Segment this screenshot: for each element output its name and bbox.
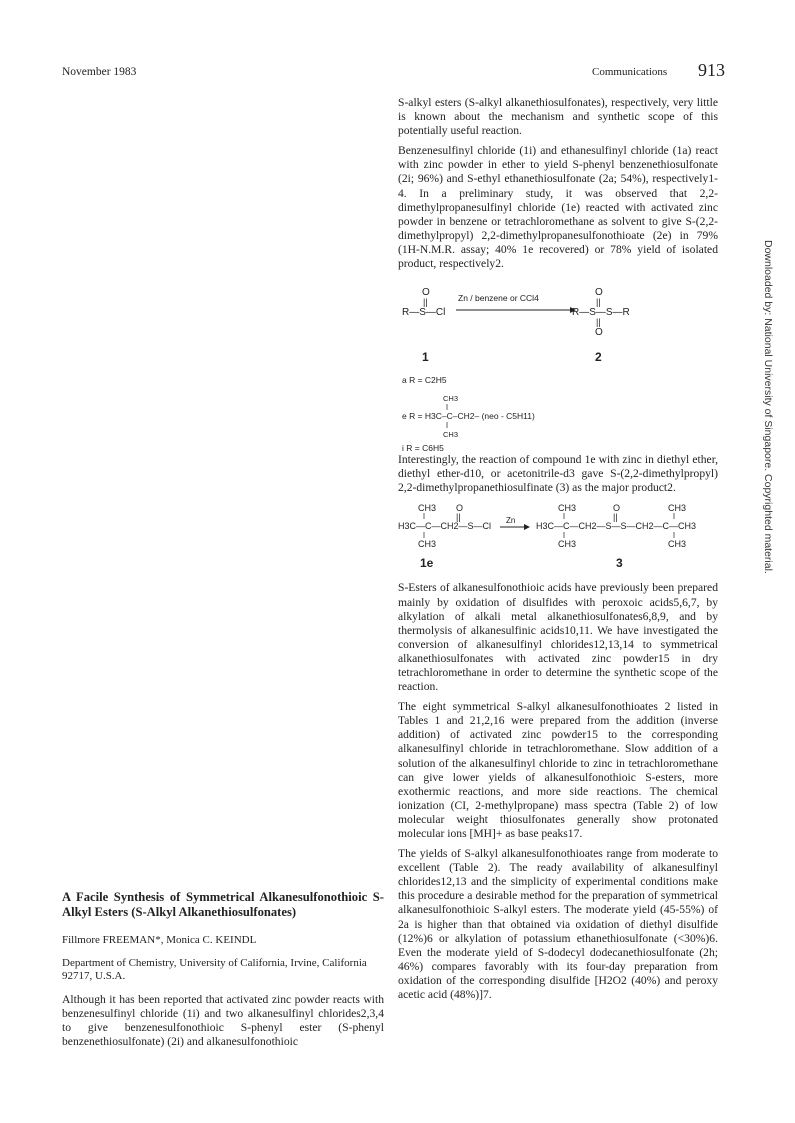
svg-text:O: O (595, 287, 603, 299)
paragraph-4: S-Esters of alkanesulfonothioic acids have previously been prepared mainly by oxidation of disulfides with peroxoic acids5,6,7, by alkylation of alkali metal alkanethiosulfonates6,8,9, and by thermolysis of alkanesulfinic acids10,11. We have investigated the conversion of alkanesulfinyl chlorides12,13,14 to symmetrical alkanethiosulfonates with activated zinc powder15 in dry tetrachloromethane in order to determine the synthetic scope of the reaction. (398, 581, 718, 694)
svg-text:||: || (596, 317, 601, 328)
svg-text:CH3: CH3 (558, 539, 577, 550)
download-watermark: Downloaded by: National University of Singapore. Copyrighted material. (762, 240, 774, 574)
svg-text:CH3: CH3 (418, 539, 437, 550)
substituent-a: a R = C2H5 (402, 375, 447, 386)
svg-text:||: || (613, 512, 618, 523)
svg-text:||: || (596, 297, 601, 308)
svg-text:||: || (456, 512, 461, 523)
svg-text:O: O (422, 287, 430, 299)
right-column (398, 96, 718, 1008)
svg-text:O: O (613, 503, 621, 514)
compound-label-1e: 1e (420, 556, 434, 571)
compound-label-2: 2 (595, 350, 602, 365)
reaction-scheme-2 (398, 501, 718, 581)
compound-label-1: 1 (422, 350, 429, 365)
article-affiliation: Department of Chemistry, University of California, Irvine, California 92717, U.S.A. (62, 956, 367, 982)
reaction-scheme-1 (398, 277, 718, 453)
article-intro: Although it has been reported that activated zinc powder reacts with benzenesulfinyl chloride (1i) and two alkanesulfinyl chlorides2,3,4 to give benzenesulfonothioic S-phenyl ester (S-phenyl benzenethiosulfonate) (2i) and alkanesulfonothioic (62, 992, 384, 1048)
left-column (62, 890, 384, 1055)
running-header-section: Communications (592, 66, 668, 78)
svg-text:R—S—S—R: R—S—S—R (572, 307, 630, 319)
svg-text:O: O (456, 503, 464, 514)
article-title: A Facile Synthesis of Symmetrical Alkanesulfonothioic S-Alkyl Esters (S-Alkyl Alkanethiosulfonates) (62, 890, 384, 919)
paragraph-1: S-alkyl esters (S-alkyl alkanethiosulfonates), respectively, very little is known about the mechanism and synthetic scope of this potentially useful reaction. (398, 96, 718, 138)
svg-text:CH3: CH3 (668, 503, 687, 514)
svg-text:H3C—C—CH2—S—S—CH2—C—CH3: H3C—C—CH2—S—S—CH2—C—CH3 (536, 521, 697, 532)
svg-text:R—S—Cl: R—S—Cl (402, 307, 446, 319)
paragraph-6: The yields of S-alkyl alkanesulfonothioates range from moderate to excellent (Table 2). The ready availability of alkanesulfinyl chlorides12,13 and the simplicity of experimental conditions make this procedure a desirable method for the preparation of symmetrical alkanesulfonothioic S-alkyl esters. The moderate yield (45-55%) of 2a is higher than that obtained via oxidation of diethyl disulfide (12%)6 or alkylation of potassium ethanethiosulfonate (<30%)6. Even the moderate yield of S-dodecyl dodecanethiosulfonate (2h; 46%) compares favorably with its four-day preparation from oxidation of the corresponding disulfide [H2O2 (40%) and peroxy acetic acid (48%)]7. (398, 847, 718, 1002)
svg-text:CH3: CH3 (558, 503, 577, 514)
compound-label-3: 3 (616, 556, 623, 571)
svg-text:||: || (423, 297, 428, 308)
svg-text:CH3: CH3 (443, 394, 459, 404)
page-number: 913 (698, 60, 725, 80)
substituent-e: e R = H3C–C–CH2– (neo - C5H11) (402, 411, 535, 422)
reagent-label-1: Zn / benzene or CCl4 (458, 293, 539, 304)
paragraph-2: Benzenesulfinyl chloride (1i) and ethanesulfinyl chloride (1a) react with zinc powder in ether to yield S-phenyl benzenethiosulfonate (2i; 96%) and S-ethyl ethanethiosulfonate (2a; 54%), respectively1-4. In a preliminary study, it was observed that 2,2-dimethylpropanesulfinyl chloride (1e) reacted with activated zinc powder in benzene or tetrachloromethane as solvent to give S-(2,2-dimethylpropyl) 2,2-dimethylpropanesulfonothioate (2e) in 79% (1H-N.M.R. assay; 40% 1e recovered) or 78% yield of isolated product, respectively2. (398, 144, 718, 271)
article-authors: Fillmore FREEMAN*, Monica C. KEINDL (62, 934, 257, 946)
reagent-label-2: Zn (506, 516, 516, 526)
running-header-date: November 1983 (62, 66, 137, 78)
svg-text:CH3: CH3 (418, 503, 437, 514)
paragraph-5: The eight symmetrical S-alkyl alkanesulfonothioates 2 listed in Tables 1 and 21,2,16 were prepared from the addition (inverse addition) of activated zinc powder15 to the corresponding alkanesulfinyl chloride in tetrachloromethane. Slow addition of a solution of the alkanesulfinyl chloride to zinc in tetrachloromethane can give lower yields of alkanesulfonothioic S-esters, more exothermic reactions, and more side reactions. The chemical ionization (CI, 2-methylpropane) mass spectra (Table 2) of low molecular weight thiosulfonates generally show protonated molecular ions [MH]+ as base peaks17. (398, 700, 718, 840)
svg-text:H3C—C—CH2—S—Cl: H3C—C—CH2—S—Cl (398, 521, 492, 532)
svg-text:CH3: CH3 (668, 539, 687, 550)
svg-text:CH3: CH3 (443, 430, 459, 440)
paragraph-3: Interestingly, the reaction of compound 1e with zinc in diethyl ether, diethyl ether-d10, or acetonitrile-d3 gave S-(2,2-dimethylpropyl) 2,2-dimethylpropanethiosulfinate (3) as the major product2. (398, 453, 718, 495)
svg-text:O: O (595, 327, 603, 339)
substituent-i: i R = C6H5 (402, 443, 444, 454)
